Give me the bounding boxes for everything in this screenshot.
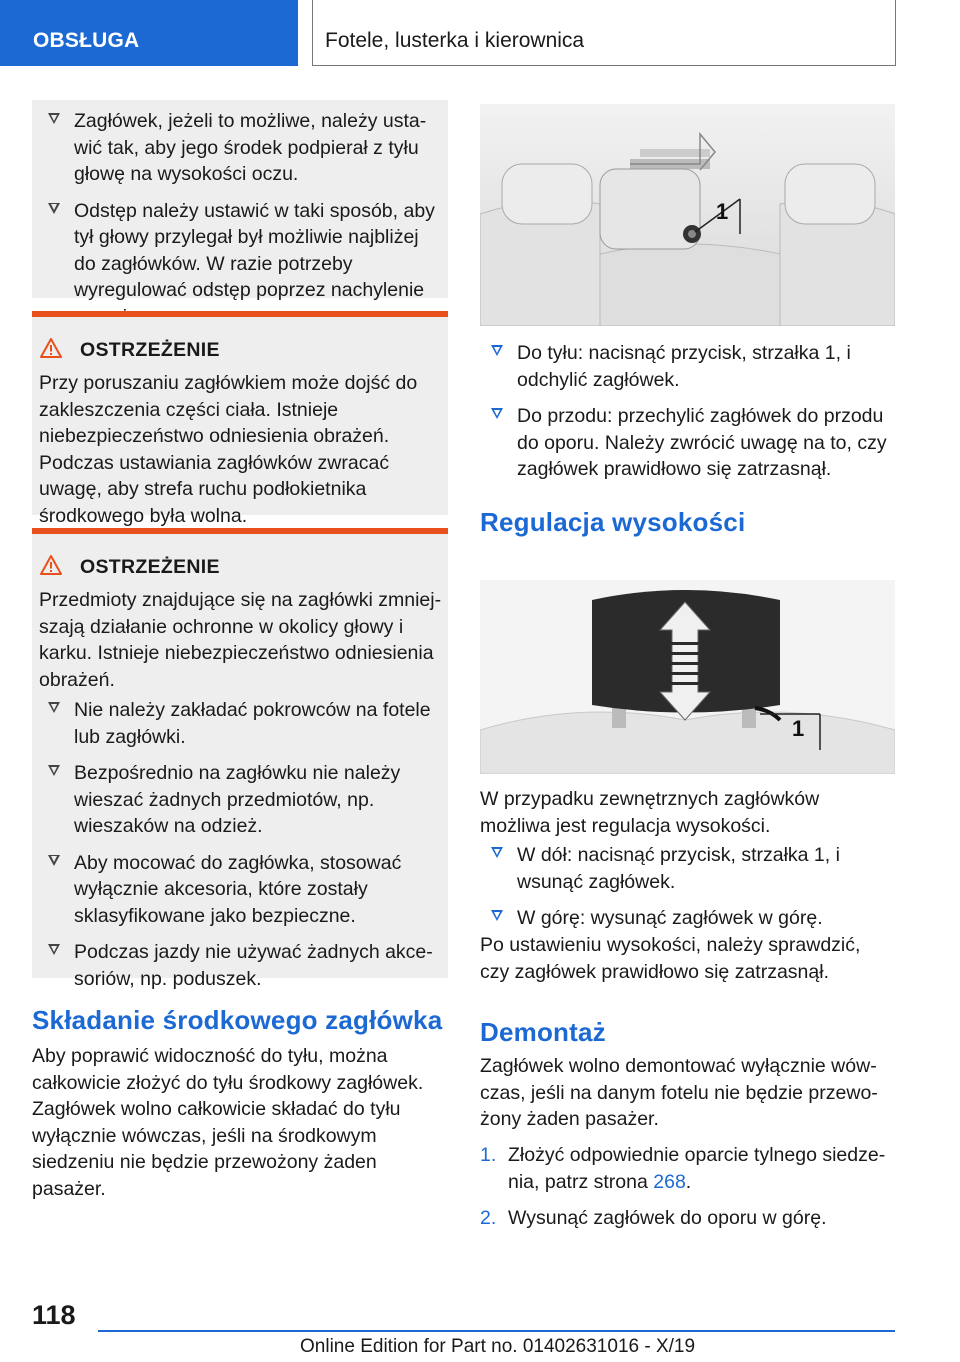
warning-title: OSTRZEŻENIE [80, 556, 220, 578]
headrest-height-illustration [480, 580, 895, 774]
warning-title: OSTRZEŻENIE [80, 339, 220, 361]
list-item: Do tyłu: nacisnąć przycisk, strzałka 1, i odchylić zagłówek. [475, 340, 897, 393]
warning-triangle-icon [40, 338, 62, 358]
header-chapter: Fotele, lusterka i kierownica [312, 0, 896, 66]
list-item: Nie należy zakładać pokrowców na fotele lub zagłówki. [32, 697, 436, 750]
footer-edition: Online Edition for Part no. 01402631016 - X/19 [300, 1336, 696, 1357]
list-item: Do przodu: przechylić zagłówek do przodu do oporu. Należy zwrócić uwagę na to, czy zagłówek prawidłowo się zatrzasnął. [475, 403, 897, 483]
height-bullet-list [475, 842, 897, 942]
header-section: OBSŁUGA [0, 0, 298, 66]
removal-steps [480, 1142, 895, 1242]
list-item: W dół: nacisnąć przycisk, strzałka 1, i wsunąć zagłówek. [475, 842, 897, 895]
triangle-bullet-icon [491, 345, 503, 356]
list-item: Zagłówek, jeżeli to możliwe, należy ustawić tak, aby jego środek podpierał z tyłu głowę na wysokości oczu. [32, 108, 438, 188]
warning-text: Przedmioty znajdujące się na zagłówki zmniejszają działanie ochronne w okolicy głowy i karku. Istnieje niebezpieczeństwo odniesienia obrażeń. [39, 589, 442, 691]
page-number: 118 [32, 1300, 76, 1330]
triangle-bullet-icon [48, 765, 60, 776]
list-item: Podczas jazdy nie używać żadnych akcesoriów, np. poduszek. [32, 939, 436, 992]
triangle-bullet-icon [48, 203, 60, 214]
triangle-bullet-icon [48, 702, 60, 713]
callout-label: 1 [792, 716, 805, 741]
info-bullet-list [32, 108, 438, 330]
headrest-fold-illustration [480, 104, 895, 326]
list-item: W górę: wysunąć zagłówek w górę. [475, 905, 897, 932]
section-heading: Demontaż [480, 1017, 606, 1047]
fold-bullet-list [475, 340, 897, 493]
section-heading: Regulacja wysokości [480, 507, 746, 537]
step-number: 2. [480, 1207, 497, 1229]
triangle-bullet-icon [48, 113, 60, 124]
info-box [32, 100, 448, 301]
warning-bullet-list [32, 697, 436, 1002]
section-text: Aby poprawić widoczność do tyłu, można całkowicie złożyć do tyłu środkowy zagłówek. Zagłówek wolno całkowicie składać do tyłu wyłącznie wówczas, jeśli na środkowym siedzeniu nie będzie przewożony żaden pasażer. [32, 1045, 424, 1200]
warning-triangle-icon [40, 555, 62, 575]
triangle-bullet-icon [491, 408, 503, 419]
triangle-bullet-icon [48, 855, 60, 866]
callout-label: 1 [716, 199, 729, 224]
warning-text: Przy poruszaniu zagłówkiem może dojść do zakleszczenia części ciała. Istnieje niebezpieczeństwo odniesienia obrażeń. Podczas ustawiania zagłówków zwracać uwagę, aby strefa ruchu podłokietnika środkowego była wolna. [39, 372, 418, 527]
step-number: 1. [480, 1144, 497, 1166]
list-item: Aby mocować do zagłówka, stosować wyłącznie akcesoria, które zostały sklasyfikowane jako bezpieczne. [32, 850, 436, 930]
list-item: Bezpośrednio na zagłówku nie należy wieszać żadnych przedmiotów, np. wieszaków na odzież. [32, 760, 436, 840]
list-item: Odstęp należy ustawić w taki sposób, aby tył głowy przylegał był możliwie najbliżej do zagłówków. W razie potrzeby wyregulować odstęp poprzez nachylenie [32, 198, 438, 331]
page-link[interactable]: 268 [653, 1170, 686, 1193]
triangle-bullet-icon [491, 910, 503, 921]
section-heading: Składanie środkowego zagłówka [32, 1005, 443, 1035]
triangle-bullet-icon [491, 847, 503, 858]
list-item: 1. Złożyć odpowiednie oparcie tylnego siedzenia, patrz strona 268. [480, 1144, 886, 1193]
height-after-text: Po ustawieniu wysokości, należy sprawdzić, czy zagłówek prawidłowo się zatrzasnął. [480, 934, 861, 983]
height-text: W przypadku zewnętrznych zagłówków możliwa jest regulacja wysokości. [480, 788, 820, 837]
list-item: 2. Wysunąć zagłówek do oporu w górę. [480, 1205, 895, 1232]
footer-divider [98, 1330, 895, 1332]
removal-text: Zagłówek wolno demontować wyłącznie wówczas, jeśli na danym fotelu nie będzie przewożony żaden pasażer. [480, 1055, 878, 1130]
triangle-bullet-icon [48, 944, 60, 955]
